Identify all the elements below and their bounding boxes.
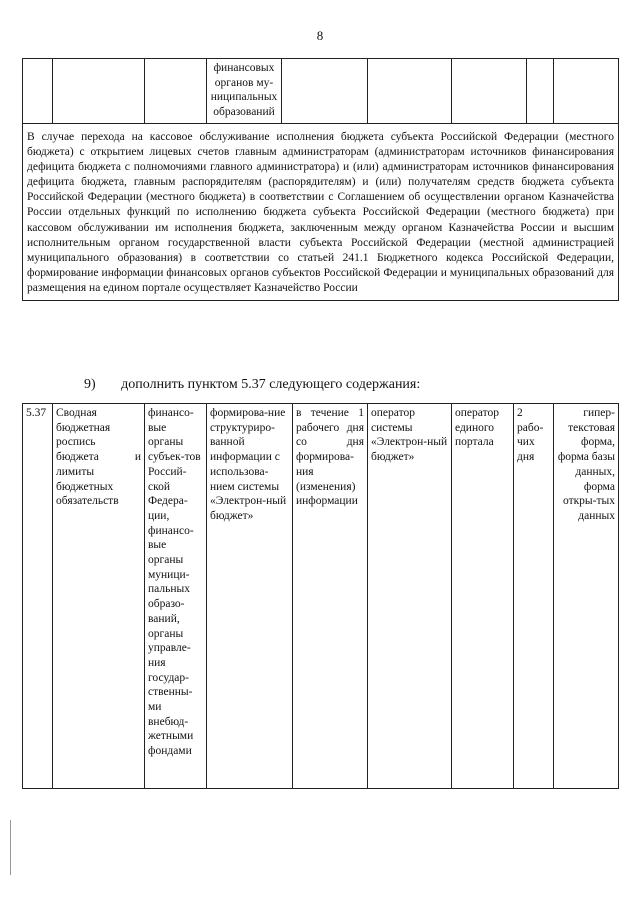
item-number: 9) xyxy=(84,377,96,392)
item-5-37-table xyxy=(22,403,619,789)
row-deadline: в течение 1 рабочего дня со дня формирова-ния (изменения) информации xyxy=(293,404,368,789)
table-cell xyxy=(282,59,368,124)
table-cell xyxy=(53,59,145,124)
row-providers: финансо-вые органы субъек-тов Россий-ской Федера-ции, финансо-вые органы муници-пальных образо-ваний, органы управле-ния государ-ственны-ми внебюд-жетными фондами xyxy=(145,404,207,789)
amendment-heading xyxy=(84,377,420,393)
row-operator-portal: оператор единого портала xyxy=(452,404,514,789)
item-text: дополнить пунктом 5.37 следующего содержания: xyxy=(121,377,421,392)
table-cell xyxy=(527,59,554,124)
page-number: 8 xyxy=(316,28,324,43)
row-name: Сводная бюджетная роспись бюджета и лимиты бюджетных обязательств xyxy=(53,404,145,789)
table-row xyxy=(23,404,619,789)
table-cell xyxy=(368,59,452,124)
row-days: 2 рабо-чих дня xyxy=(514,404,554,789)
note-row xyxy=(23,124,619,301)
continued-providers-cell: финансовых органов му-ниципальных образований xyxy=(207,59,282,124)
row-number: 5.37 xyxy=(23,404,53,789)
continued-table xyxy=(22,58,619,301)
table-cell xyxy=(23,59,53,124)
row-format: гипер-текстовая форма, форма базы данных, форма откры-тых данных xyxy=(554,404,619,789)
binding-line xyxy=(10,820,11,875)
continued-row xyxy=(23,59,619,124)
table-cell xyxy=(554,59,619,124)
note-paragraph: В случае перехода на кассовое обслуживание исполнения бюджета субъекта Российской Федерации (местного бюджета) с открытием лицевых счетов главным администраторам (администраторам источников финансирования дефицита бюджета с полномочиями главного администратора) и (или) администраторам источников финансирования дефицита бюджета, главным распорядителям (распорядителям) и (или) получателям средств бюджета субъекта Российской Федерации (местного бюджета) в соответствии с Соглашением об осуществлении органом Казначейства России отдельных функций по исполнению бюджета субъекта Российской Федерации (местного бюджета) при кассовом обслуживании им исполнения бюджета, заключенным между органом Казначейства России и высшим исполнительным органом государственной власти субъекта Российской Федерации (местной администрацией муниципального образования) в соответствии со статьей 241.1 Бюджетного кодекса Российской Федерации, формирование информации финансовых органов субъектов Российской Федерации и муниципальных образований для размещения на едином портале осуществляет Казначейство России xyxy=(23,124,619,301)
row-operator-system: оператор системы «Электрон-ный бюджет» xyxy=(368,404,452,789)
row-formation: формирова-ние структуриро-ванной информации с использова-нием системы «Электрон-ный бюджет» xyxy=(207,404,293,789)
table-cell xyxy=(452,59,527,124)
table-cell xyxy=(145,59,207,124)
